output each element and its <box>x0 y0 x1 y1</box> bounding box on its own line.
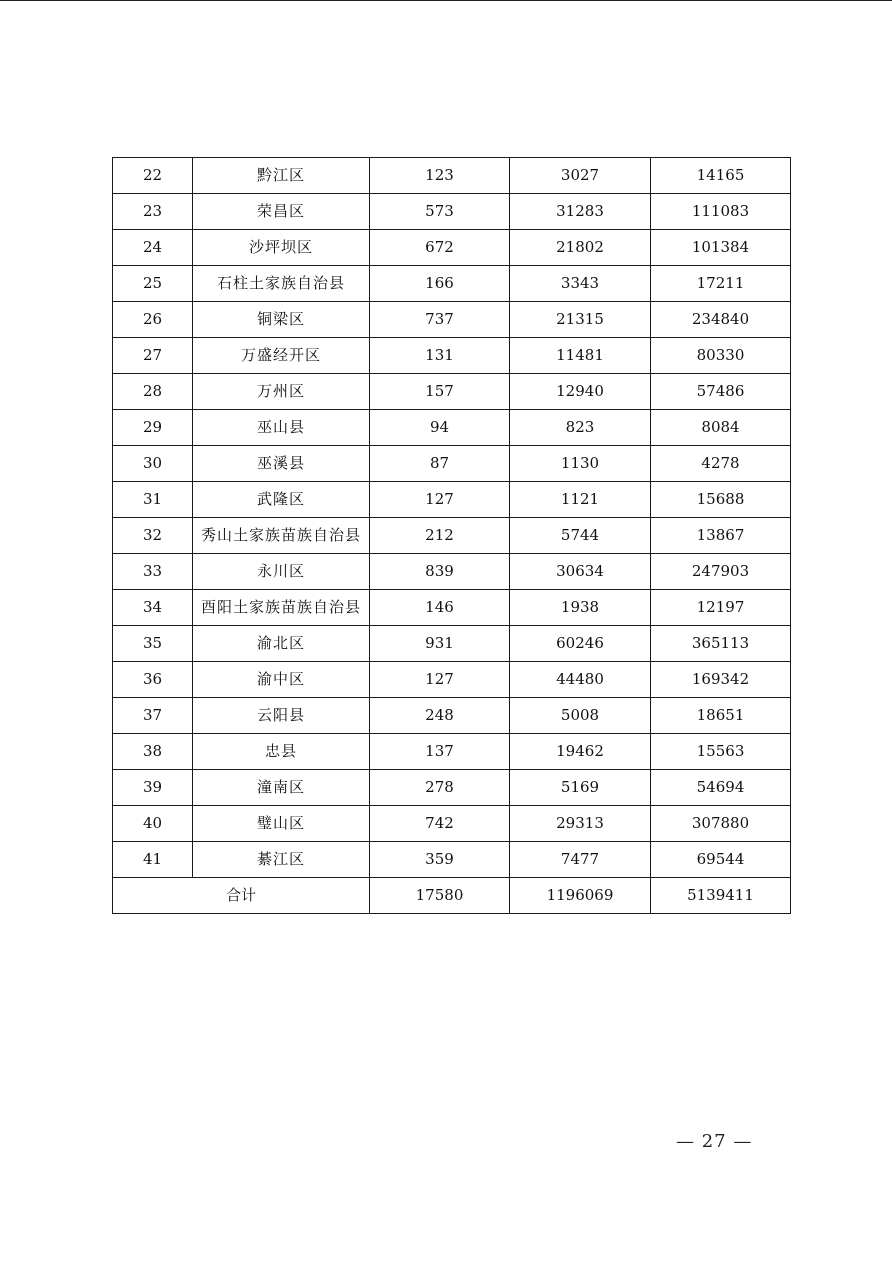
district-name: 万州区 <box>193 374 370 410</box>
value-col-2: 60246 <box>510 626 651 662</box>
value-col-2: 7477 <box>510 842 651 878</box>
row-number: 36 <box>113 662 193 698</box>
district-name: 云阳县 <box>193 698 370 734</box>
district-name: 荣昌区 <box>193 194 370 230</box>
row-number: 35 <box>113 626 193 662</box>
table-row <box>113 770 791 806</box>
value-col-2: 12940 <box>510 374 651 410</box>
total-row <box>113 878 791 914</box>
value-col-1: 166 <box>370 266 510 302</box>
value-col-1: 248 <box>370 698 510 734</box>
table-body <box>113 158 791 914</box>
district-name: 沙坪坝区 <box>193 230 370 266</box>
row-number: 41 <box>113 842 193 878</box>
page-top-border <box>0 0 892 1</box>
table-row <box>113 590 791 626</box>
value-col-2: 21315 <box>510 302 651 338</box>
total-col-2: 1196069 <box>510 878 651 914</box>
value-col-3: 111083 <box>651 194 791 230</box>
value-col-2: 19462 <box>510 734 651 770</box>
table-row <box>113 734 791 770</box>
row-number: 40 <box>113 806 193 842</box>
table-row <box>113 698 791 734</box>
value-col-3: 169342 <box>651 662 791 698</box>
district-name: 黔江区 <box>193 158 370 194</box>
value-col-1: 127 <box>370 482 510 518</box>
row-number: 37 <box>113 698 193 734</box>
table-row <box>113 626 791 662</box>
row-number: 31 <box>113 482 193 518</box>
row-number: 22 <box>113 158 193 194</box>
value-col-1: 123 <box>370 158 510 194</box>
value-col-3: 234840 <box>651 302 791 338</box>
row-number: 30 <box>113 446 193 482</box>
total-label: 合计 <box>113 878 370 914</box>
row-number: 25 <box>113 266 193 302</box>
table-row <box>113 410 791 446</box>
value-col-3: 14165 <box>651 158 791 194</box>
value-col-1: 931 <box>370 626 510 662</box>
value-col-3: 15688 <box>651 482 791 518</box>
district-name: 万盛经开区 <box>193 338 370 374</box>
value-col-3: 365113 <box>651 626 791 662</box>
value-col-3: 54694 <box>651 770 791 806</box>
value-col-3: 57486 <box>651 374 791 410</box>
row-number: 27 <box>113 338 193 374</box>
value-col-3: 101384 <box>651 230 791 266</box>
value-col-2: 823 <box>510 410 651 446</box>
value-col-3: 15563 <box>651 734 791 770</box>
row-number: 32 <box>113 518 193 554</box>
row-number: 23 <box>113 194 193 230</box>
table-row <box>113 518 791 554</box>
total-col-1: 17580 <box>370 878 510 914</box>
table-row <box>113 302 791 338</box>
value-col-1: 146 <box>370 590 510 626</box>
table-row <box>113 482 791 518</box>
district-name: 酉阳土家族苗族自治县 <box>193 590 370 626</box>
value-col-1: 131 <box>370 338 510 374</box>
value-col-2: 29313 <box>510 806 651 842</box>
district-name: 巫山县 <box>193 410 370 446</box>
value-col-3: 8084 <box>651 410 791 446</box>
table-row <box>113 662 791 698</box>
district-name: 巫溪县 <box>193 446 370 482</box>
row-number: 34 <box>113 590 193 626</box>
row-number: 38 <box>113 734 193 770</box>
row-number: 33 <box>113 554 193 590</box>
table-row <box>113 194 791 230</box>
table-row <box>113 158 791 194</box>
value-col-1: 157 <box>370 374 510 410</box>
value-col-2: 3343 <box>510 266 651 302</box>
value-col-2: 5744 <box>510 518 651 554</box>
value-col-2: 1121 <box>510 482 651 518</box>
table-row <box>113 374 791 410</box>
table-row <box>113 266 791 302</box>
value-col-3: 247903 <box>651 554 791 590</box>
table-row <box>113 338 791 374</box>
district-name: 石柱土家族自治县 <box>193 266 370 302</box>
value-col-3: 4278 <box>651 446 791 482</box>
district-name: 永川区 <box>193 554 370 590</box>
value-col-2: 1130 <box>510 446 651 482</box>
row-number: 28 <box>113 374 193 410</box>
page-number: — 27 — <box>676 1131 753 1152</box>
row-number: 26 <box>113 302 193 338</box>
value-col-1: 87 <box>370 446 510 482</box>
table-row <box>113 230 791 266</box>
value-col-3: 13867 <box>651 518 791 554</box>
value-col-2: 21802 <box>510 230 651 266</box>
value-col-1: 137 <box>370 734 510 770</box>
value-col-1: 839 <box>370 554 510 590</box>
district-name: 潼南区 <box>193 770 370 806</box>
value-col-2: 5169 <box>510 770 651 806</box>
value-col-1: 359 <box>370 842 510 878</box>
district-name: 武隆区 <box>193 482 370 518</box>
value-col-1: 742 <box>370 806 510 842</box>
row-number: 29 <box>113 410 193 446</box>
table-row <box>113 554 791 590</box>
value-col-2: 5008 <box>510 698 651 734</box>
value-col-2: 30634 <box>510 554 651 590</box>
table-row <box>113 842 791 878</box>
value-col-1: 278 <box>370 770 510 806</box>
value-col-3: 307880 <box>651 806 791 842</box>
value-col-3: 69544 <box>651 842 791 878</box>
table-row <box>113 806 791 842</box>
district-name: 忠县 <box>193 734 370 770</box>
district-name: 渝中区 <box>193 662 370 698</box>
total-col-3: 5139411 <box>651 878 791 914</box>
value-col-2: 31283 <box>510 194 651 230</box>
value-col-1: 573 <box>370 194 510 230</box>
value-col-2: 44480 <box>510 662 651 698</box>
value-col-1: 127 <box>370 662 510 698</box>
district-name: 綦江区 <box>193 842 370 878</box>
row-number: 39 <box>113 770 193 806</box>
value-col-1: 672 <box>370 230 510 266</box>
value-col-1: 212 <box>370 518 510 554</box>
value-col-1: 94 <box>370 410 510 446</box>
value-col-2: 1938 <box>510 590 651 626</box>
value-col-3: 18651 <box>651 698 791 734</box>
value-col-3: 80330 <box>651 338 791 374</box>
value-col-1: 737 <box>370 302 510 338</box>
district-name: 秀山土家族苗族自治县 <box>193 518 370 554</box>
district-name: 铜梁区 <box>193 302 370 338</box>
district-name: 璧山区 <box>193 806 370 842</box>
value-col-2: 3027 <box>510 158 651 194</box>
table-row <box>113 446 791 482</box>
value-col-2: 11481 <box>510 338 651 374</box>
district-statistics-table <box>112 157 791 914</box>
row-number: 24 <box>113 230 193 266</box>
value-col-3: 12197 <box>651 590 791 626</box>
value-col-3: 17211 <box>651 266 791 302</box>
district-name: 渝北区 <box>193 626 370 662</box>
